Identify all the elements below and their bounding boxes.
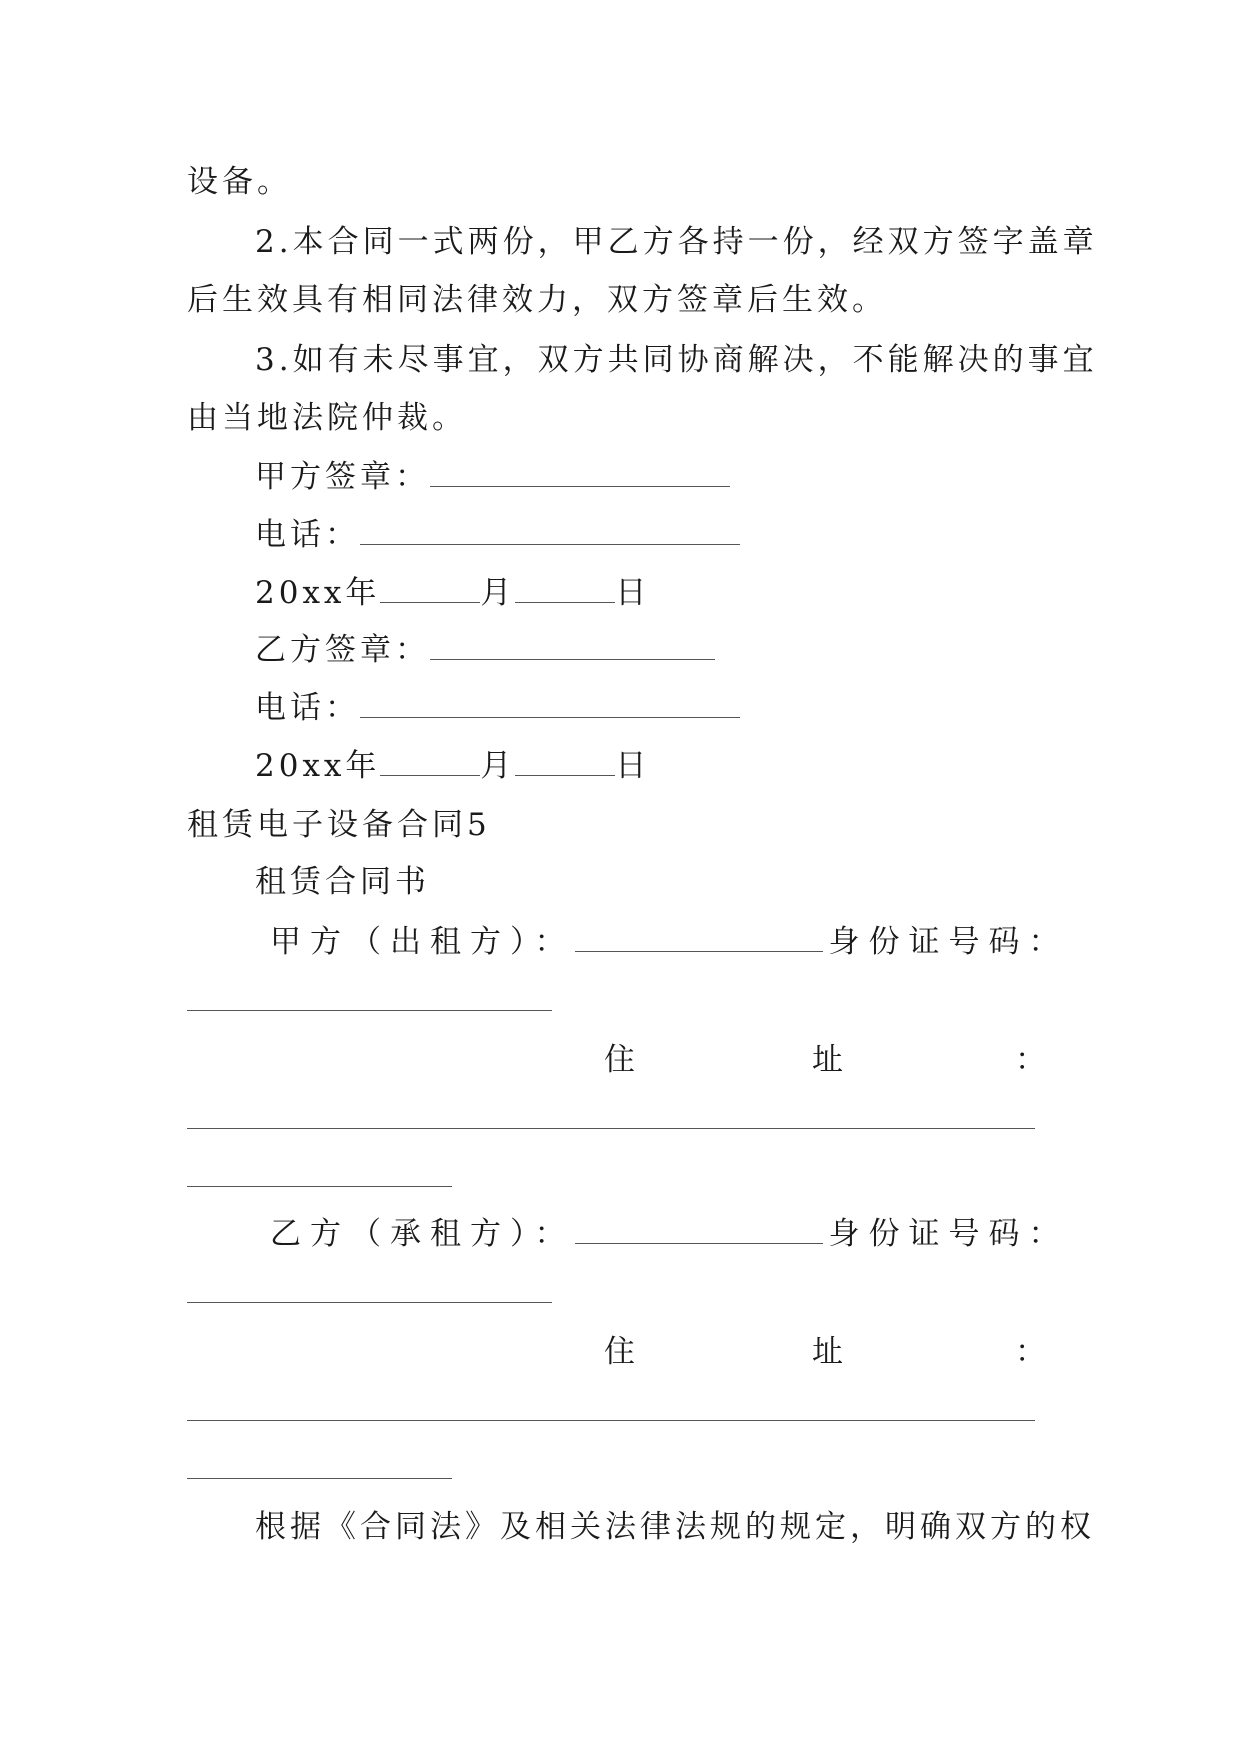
- lessor-address-char-1: 住: [604, 1042, 639, 1078]
- lessor-row: [270, 922, 1069, 962]
- lessee-address-colon: ：: [1015, 1334, 1050, 1370]
- lessee-name-blank: [575, 1217, 823, 1244]
- lessor-label: 甲方（出租方）：: [270, 924, 575, 960]
- party-a-phone-label: 电话：: [255, 517, 360, 553]
- lessee-address-char-1: 住: [604, 1334, 639, 1370]
- lessor-address-char-2: 址: [812, 1042, 847, 1078]
- lessee-address-blank-1: [187, 1420, 1035, 1421]
- date-year-label: 20xx年: [255, 575, 381, 611]
- clause-3-line-1: 3.如有未尽事宜，双方共同协商解决，不能解决的事宜: [255, 342, 1098, 378]
- date-month-label: 月: [480, 748, 516, 784]
- date-day-label: 日: [615, 748, 651, 784]
- date-day-blank: [515, 749, 615, 776]
- party-b-signature-label: 乙方签章：: [255, 632, 430, 668]
- party-a-signature-label: 甲方签章：: [255, 459, 430, 495]
- lessor-name-blank: [575, 925, 823, 952]
- lessee-label: 乙方（承租方）：: [270, 1216, 575, 1252]
- basis-paragraph-line: 根据《合同法》及相关法律法规的规定，明确双方的权: [255, 1509, 1095, 1545]
- lessee-row: [270, 1214, 1069, 1254]
- party-b-signature-blank: [430, 633, 715, 660]
- date-month-blank: [380, 749, 480, 776]
- lessor-address-colon: ：: [1015, 1042, 1050, 1078]
- lessee-address-blank-2: [187, 1478, 452, 1479]
- party-a-phone-row: [255, 515, 740, 555]
- party-a-phone-blank: [360, 518, 740, 545]
- clause-2-line-1: 2.本合同一式两份，甲乙方各持一份，经双方签字盖章: [255, 224, 1098, 260]
- body-text-line: 设备。: [187, 164, 292, 200]
- lessee-id-label: 身份证号码：: [828, 1216, 1069, 1252]
- contract-5-title: 租赁电子设备合同5: [187, 807, 491, 843]
- party-b-phone-blank: [360, 691, 740, 718]
- lessee-id-blank: [187, 1302, 552, 1303]
- date-day-label: 日: [615, 575, 651, 611]
- date-day-blank: [515, 576, 615, 603]
- lessor-address-blank-1: [187, 1128, 1035, 1129]
- party-b-signature-row: [255, 630, 715, 670]
- date-year-label: 20xx年: [255, 748, 381, 784]
- party-b-phone-row: [255, 688, 740, 728]
- date-month-blank: [380, 576, 480, 603]
- lessee-address-char-2: 址: [812, 1334, 847, 1370]
- lessor-id-blank: [187, 1010, 552, 1011]
- party-b-date-row: [255, 746, 650, 786]
- lease-contract-heading: 租赁合同书: [255, 864, 430, 900]
- clause-3-line-2: 由当地法院仲裁。: [187, 400, 467, 436]
- party-a-signature-row: [255, 457, 730, 497]
- lessor-address-blank-2: [187, 1186, 452, 1187]
- party-a-signature-blank: [430, 460, 730, 487]
- date-month-label: 月: [480, 575, 516, 611]
- party-a-date-row: [255, 573, 650, 613]
- lessor-id-label: 身份证号码：: [828, 924, 1069, 960]
- clause-2-line-2: 后生效具有相同法律效力，双方签章后生效。: [187, 282, 887, 318]
- party-b-phone-label: 电话：: [255, 690, 360, 726]
